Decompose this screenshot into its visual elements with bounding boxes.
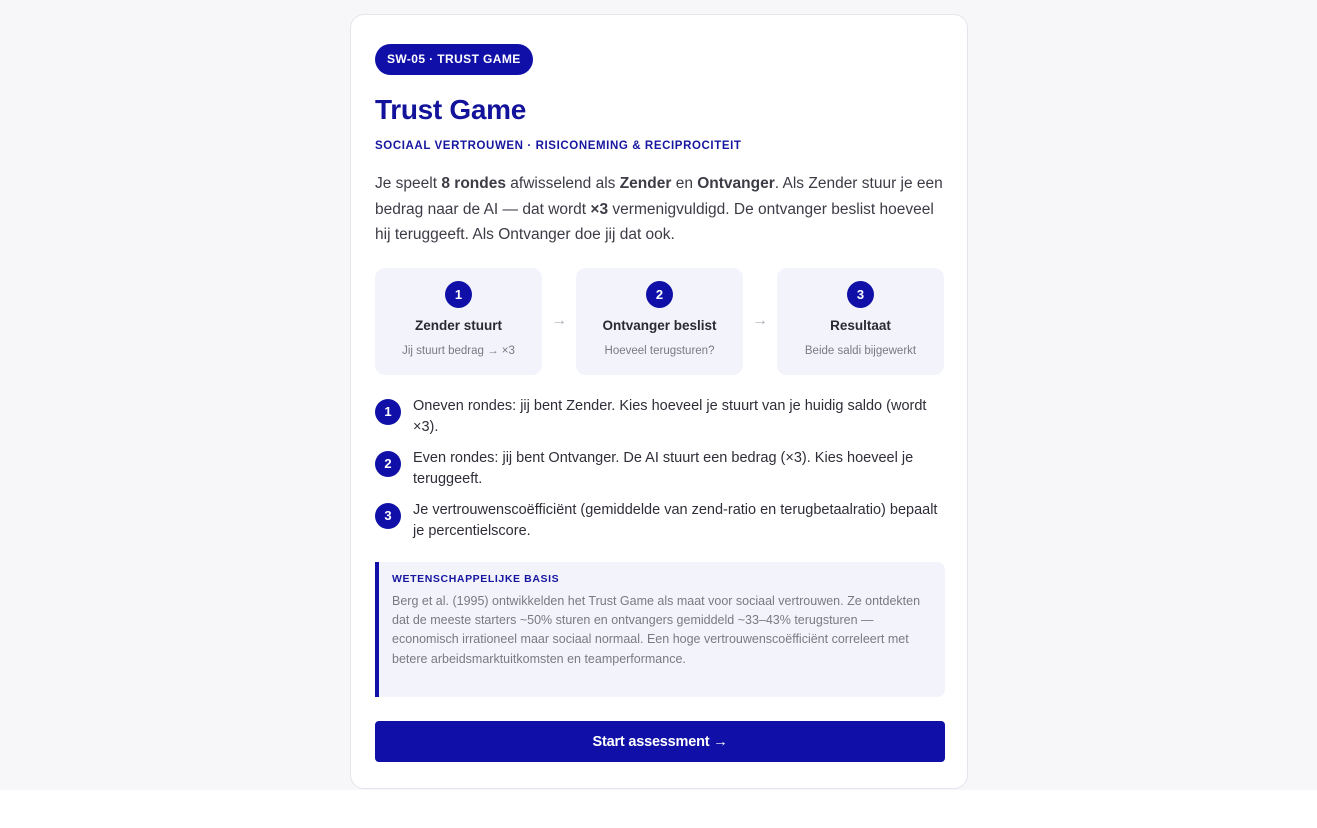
rule-number-badge: 2 — [375, 451, 401, 477]
rules-list — [375, 396, 947, 552]
intro-receiver-bold: Ontvanger — [697, 175, 775, 192]
rule-text: Oneven rondes: jij bent Zender. Kies hoeveel je stuurt van je huidig saldo (wordt ×3). — [413, 398, 927, 435]
rule-item — [375, 500, 947, 542]
scientific-basis-text: Berg et al. (1995) ontwikkelden het Trust Game als maat voor sociaal vertrouwen. Ze ontdekten dat de meeste starters ~50% sturen en ontvangers gemiddeld ~33–43% terugsturen — economisch irrationeel maar sociaal normaal. Een hoge vertrouwenscoëfficiënt correleert met betere arbeidsmarktuitkomsten en teamperformance. — [392, 594, 921, 666]
step-number-badge: 2 — [646, 281, 673, 308]
arrow-right-icon: → — [551, 312, 567, 329]
step-card-result — [777, 268, 944, 375]
step-number-badge: 3 — [847, 281, 874, 308]
step-number-badge: 1 — [445, 281, 472, 308]
scientific-basis-callout — [375, 562, 945, 697]
arrow-right-icon: → — [752, 312, 768, 329]
rule-text: Je vertrouwenscoëfficiënt (gemiddelde van zend-ratio en terugbetaalratio) bepaalt je percentielscore. — [413, 502, 938, 539]
intro-paragraph — [375, 171, 947, 248]
step-description: Jij stuurt bedrag → ×3 — [402, 345, 515, 357]
intro-rounds-bold: 8 rondes — [441, 175, 506, 192]
intro-multiplier-bold: ×3 — [590, 200, 609, 218]
step-card-receiver — [576, 268, 743, 375]
page-title: Trust Game — [375, 94, 527, 125]
rule-item — [375, 396, 947, 438]
start-assessment-button[interactable]: Start assessment → — [375, 721, 945, 762]
step-title: Resultaat — [830, 318, 891, 333]
page-subtitle: SOCIAAL VERTROUWEN · RISICONEMING & RECIPROCITEIT — [375, 140, 742, 152]
rule-text: Even rondes: jij bent Ontvanger. De AI stuurt een bedrag (×3). Kies hoeveel je teruggeeft. — [413, 450, 914, 487]
step-description: Hoeveel terugsturen? — [604, 345, 715, 357]
intro-text-5: vermenigvuldigd. De ontvanger beslist hoeveel hij teruggeeft. Als Ontvanger doe jij dat ook. — [375, 200, 934, 243]
intro-text-4: . Als Zender stuur je een bedrag naar de AI — dat wordt — [375, 175, 943, 218]
rule-number-badge: 1 — [375, 399, 401, 425]
step-card-sender — [375, 268, 542, 375]
assessment-intro-card — [350, 14, 968, 789]
test-code-badge: SW-05 · TRUST GAME — [375, 44, 533, 75]
intro-text-1: Je speelt — [375, 175, 442, 192]
step-title: Zender stuurt — [414, 318, 502, 333]
game-flow-steps — [375, 268, 945, 375]
intro-text-2: afwisselend als — [505, 175, 620, 192]
scientific-basis-heading: WETENSCHAPPELIJKE BASIS — [392, 573, 560, 585]
rule-item — [375, 448, 947, 490]
step-title: Ontvanger beslist — [602, 318, 717, 333]
step-description: Beide saldi bijgewerkt — [804, 345, 917, 357]
intro-sender-bold: Zender — [619, 175, 672, 192]
rule-number-badge: 3 — [375, 503, 401, 529]
intro-text-3: en — [671, 175, 698, 192]
